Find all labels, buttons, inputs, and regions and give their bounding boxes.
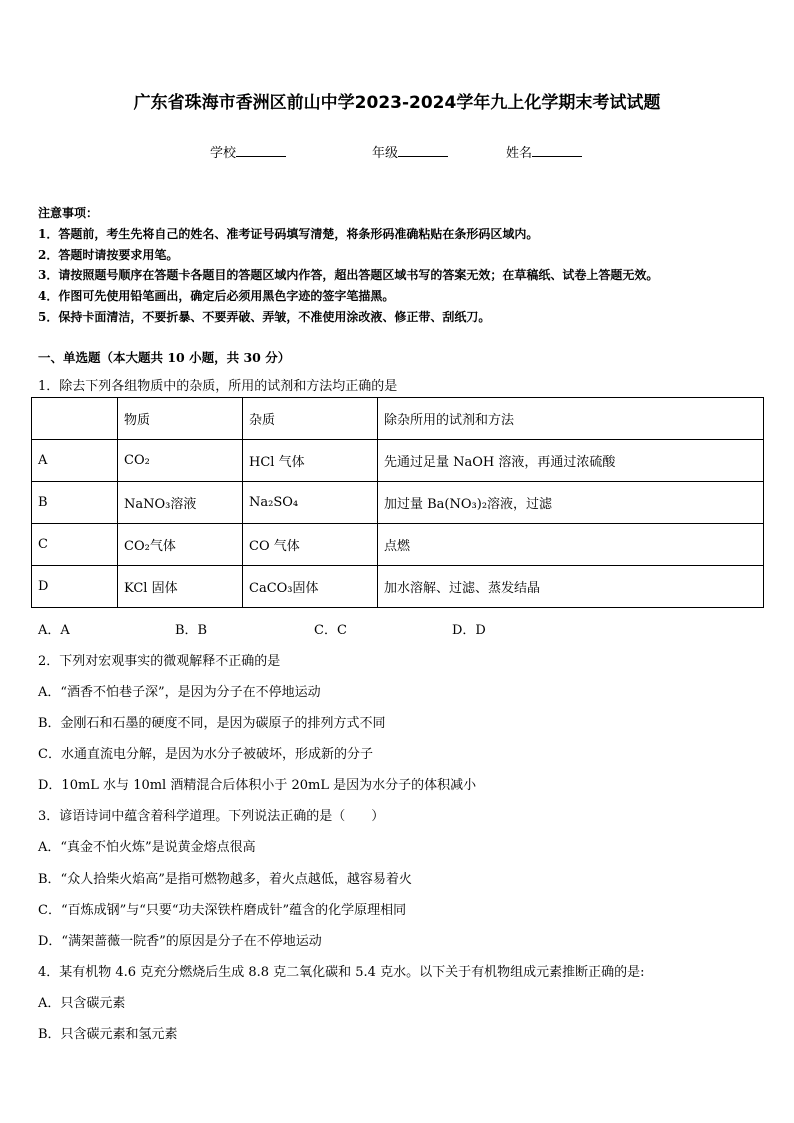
- school-blank: [236, 144, 286, 157]
- notice-item: 1．答题前，考生先将自己的姓名、准考证号码填写清楚，将条形码准确粘贴在条形码区域内。: [38, 227, 539, 241]
- notice-item: 2．答题时请按要求用笔。: [38, 248, 179, 262]
- name-label: 姓名: [506, 146, 533, 161]
- table-cell: B: [32, 482, 118, 524]
- grade-field: [372, 142, 448, 161]
- question-2-option-b: B．金刚石和石墨的硬度不同，是因为碳原子的排列方式不同: [38, 716, 386, 731]
- name-blank: [532, 144, 582, 157]
- question-4-option-a: A．只含碳元素: [38, 996, 126, 1011]
- option-a: A．A: [38, 623, 70, 638]
- table-cell: KCl 固体: [118, 566, 243, 608]
- question-2-stem: 2．下列对宏观事实的微观解释不正确的是: [38, 654, 281, 669]
- table-cell: A: [32, 440, 118, 482]
- table-cell: CaCO₃固体: [243, 566, 378, 608]
- section-title: 一、单选题（本大题共 10 小题，共 30 分）: [38, 350, 291, 365]
- table-cell: 先通过足量 NaOH 溶液，再通过浓硫酸: [378, 440, 764, 482]
- table-cell: Na₂SO₄: [243, 482, 378, 524]
- question-3-option-d: D．“满架蔷薇一院香”的原因是分子在不停地运动: [38, 934, 322, 949]
- table-cell: CO₂: [118, 440, 243, 482]
- grade-blank: [398, 144, 448, 157]
- question-3-option-c: C．“百炼成钢”与“只要“功夫深铁杵磨成针”蕴含的化学原理相同: [38, 903, 407, 918]
- table-cell: C: [32, 524, 118, 566]
- table-cell: CO 气体: [243, 524, 378, 566]
- question-3-stem: 3．谚语诗词中蕴含着科学道理。下列说法正确的是（ ）: [38, 809, 385, 824]
- table-row: [32, 482, 764, 524]
- option-b: B．B: [175, 623, 208, 638]
- table-header-cell: 物质: [118, 398, 243, 440]
- question-2-option-c: C．水通直流电分解，是因为水分子被破坏，形成新的分子: [38, 747, 373, 762]
- exam-title: 广东省珠海市香洲区前山中学2023-2024学年九上化学期末考试试题: [133, 93, 661, 113]
- table-cell: HCl 气体: [243, 440, 378, 482]
- table-cell: CO₂气体: [118, 524, 243, 566]
- question-4-stem: 4．某有机物 4.6 克充分燃烧后生成 8.8 克二氧化碳和 5.4 克水。以下关于有机物组成元素推断正确的是:: [38, 965, 645, 980]
- table-cell: D: [32, 566, 118, 608]
- option-d: D．D: [452, 623, 486, 638]
- table-cell: 点燃: [378, 524, 764, 566]
- question-1-stem: 1．除去下列各组物质中的杂质，所用的试剂和方法均正确的是: [38, 379, 398, 394]
- table-cell: 加过量 Ba(NO₃)₂溶液，过滤: [378, 482, 764, 524]
- school-label: 学校: [210, 146, 237, 161]
- table-header-cell: 杂质: [243, 398, 378, 440]
- question-3-option-a: A．“真金不怕火炼”是说黄金熔点很高: [38, 840, 256, 855]
- table-row: [32, 440, 764, 482]
- table-header-row: [32, 398, 764, 440]
- notice-item: 3．请按照题号顺序在答题卡各题目的答题区域内作答，超出答题区域书写的答案无效；在草稿纸、试卷上答题无效。: [38, 268, 659, 282]
- table-cell: NaNO₃溶液: [118, 482, 243, 524]
- option-c: C．C: [314, 623, 347, 638]
- table-header-cell: 除杂所用的试剂和方法: [378, 398, 764, 440]
- table-row: [32, 566, 764, 608]
- question-2-option-a: A．“酒香不怕巷子深”，是因为分子在不停地运动: [38, 685, 321, 700]
- question-2-option-d: D．10mL 水与 10ml 酒精混合后体积小于 20mL 是因为水分子的体积减小: [38, 778, 477, 793]
- notice-title: 注意事项：: [38, 206, 99, 220]
- question-4-option-b: B．只含碳元素和氢元素: [38, 1027, 178, 1042]
- table-cell: 加水溶解、过滤、蒸发结晶: [378, 566, 764, 608]
- table-row: [32, 524, 764, 566]
- question-3-option-b: B．“众人拾柴火焰高”是指可燃物越多，着火点越低，越容易着火: [38, 872, 412, 887]
- name-field: [506, 142, 582, 161]
- school-field: [210, 142, 286, 161]
- table-header-cell: [32, 398, 118, 440]
- question-1-table: [31, 397, 764, 608]
- grade-label: 年级: [372, 146, 399, 161]
- notice-item: 5．保持卡面清洁，不要折暴、不要弄破、弄皱，不准使用涂改液、修正带、刮纸刀。: [38, 310, 491, 324]
- notice-item: 4．作图可先使用铅笔画出，确定后必须用黑色字迹的签字笔描黑。: [38, 289, 395, 303]
